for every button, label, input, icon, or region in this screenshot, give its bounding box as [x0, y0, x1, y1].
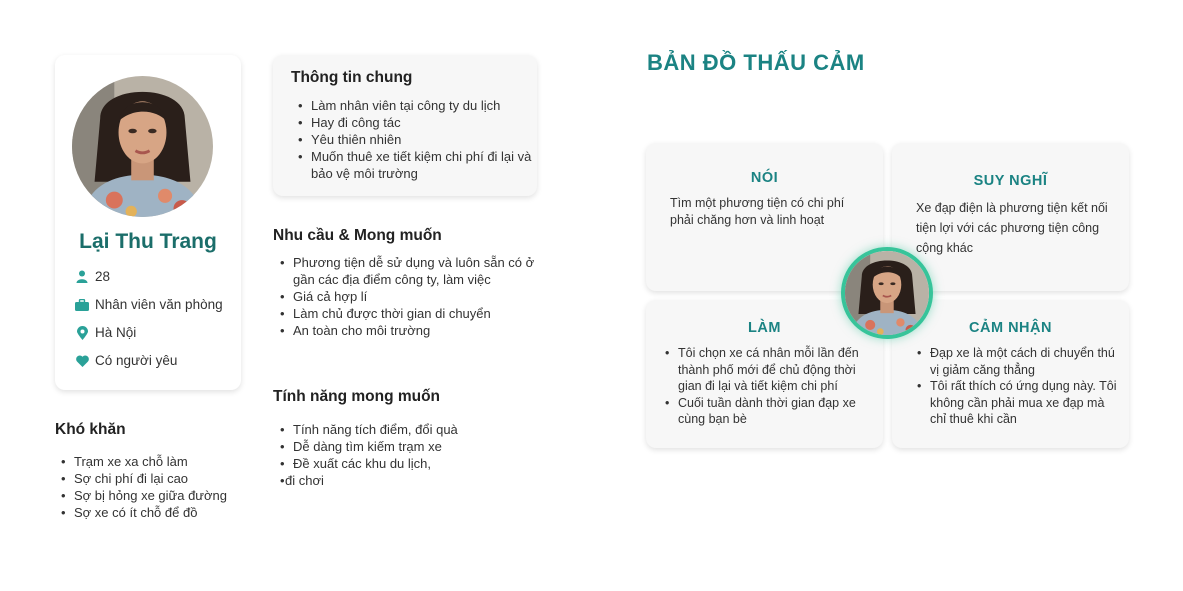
quadrant-feel	[892, 300, 1129, 448]
general-info-card	[273, 55, 537, 196]
list-item: • Đề xuất các khu du lịch,	[275, 455, 535, 472]
age-value: 28	[95, 269, 111, 284]
quadrant-do-list	[660, 345, 875, 428]
list-item: • đi chơi	[275, 472, 535, 489]
list-item: • Làm nhân viên tại công ty du lịch	[293, 97, 533, 114]
list-item: • Tôi rất thích có ứng dụng này. Tôi không cần phải mua xe đạp mà chỉ thuê khi cần	[912, 378, 1117, 428]
general-info-list	[293, 97, 533, 182]
location-row	[75, 325, 136, 340]
briefcase-icon	[75, 298, 89, 312]
quadrant-say-title: NÓI	[750, 170, 779, 186]
list-item: • Đạp xe là một cách di chuyển thú vị giảm căng thẳng	[912, 345, 1117, 378]
avatar	[72, 76, 213, 217]
needs-list	[275, 254, 535, 339]
quadrant-do-title: LÀM	[748, 320, 781, 336]
list-item: • Tôi chọn xe cá nhân mỗi lần đến thành phố mới để chủ động thời gian đi lại và tiết kiệm chi phí	[660, 345, 875, 395]
job-row	[75, 297, 223, 312]
age-row	[75, 269, 110, 284]
list-item: • Yêu thiên nhiên	[293, 131, 533, 148]
relationship-row	[75, 353, 177, 368]
empathy-avatar	[841, 247, 933, 339]
heart-icon	[75, 354, 89, 368]
relationship-value: Có người yêu	[95, 353, 178, 368]
difficulties-list	[56, 453, 256, 521]
empathy-map-title: BẢN ĐỒ THẤU CẢM	[647, 50, 865, 75]
list-item: • Hay đi công tác	[293, 114, 533, 131]
list-item: • Trạm xe xa chỗ làm	[56, 453, 256, 470]
quadrant-feel-list	[912, 345, 1117, 428]
features-list	[275, 421, 535, 489]
general-info-title: Thông tin chung	[291, 69, 413, 86]
list-item: • Tính năng tích điểm, đổi quà	[275, 421, 535, 438]
quadrant-do	[646, 300, 883, 448]
quadrant-think-title: SUY NGHĨ	[973, 173, 1048, 189]
list-item: • Phương tiện dễ sử dụng và luôn sẵn có ở gần các địa điểm công ty, làm việc	[275, 254, 535, 288]
list-item: • Cuối tuần dành thời gian đạp xe cùng bạn bè	[660, 395, 875, 428]
list-item: • Dễ dàng tìm kiếm trạm xe	[275, 438, 535, 455]
list-item: • Giá cả hợp lí	[275, 288, 535, 305]
job-value: Nhân viên văn phòng	[95, 297, 223, 312]
difficulties-title: Khó khăn	[55, 421, 126, 438]
list-item: • Sợ chi phí đi lại cao	[56, 470, 256, 487]
quadrant-think	[892, 143, 1129, 291]
profile-card	[55, 55, 241, 390]
list-item: • Làm chủ được thời gian di chuyển	[275, 305, 535, 322]
needs-title: Nhu cầu & Mong muốn	[273, 227, 442, 244]
quadrant-think-text: Xe đạp điện là phương tiện kết nối tiện lợi với các phương tiện công cộng khác	[916, 201, 1108, 255]
list-item: • Muốn thuê xe tiết kiệm chi phí đi lại và bảo vệ môi trường	[293, 148, 533, 182]
features-title: Tính năng mong muốn	[273, 388, 441, 405]
location-value: Hà Nội	[95, 325, 137, 340]
list-item: • Sợ bị hỏng xe giữa đường	[56, 487, 256, 504]
profile-name: Lại Thu Trang	[79, 230, 217, 253]
list-item: • An toàn cho môi trường	[275, 322, 535, 339]
location-pin-icon	[75, 326, 89, 340]
list-item: • Sợ xe có ít chỗ để đồ	[56, 504, 256, 521]
quadrant-say-text: Tìm một phương tiện có chi phí phải chăng hơn và linh hoạt	[670, 196, 845, 227]
user-icon	[75, 270, 89, 284]
quadrant-feel-title: CẢM NHẬN	[969, 320, 1052, 336]
